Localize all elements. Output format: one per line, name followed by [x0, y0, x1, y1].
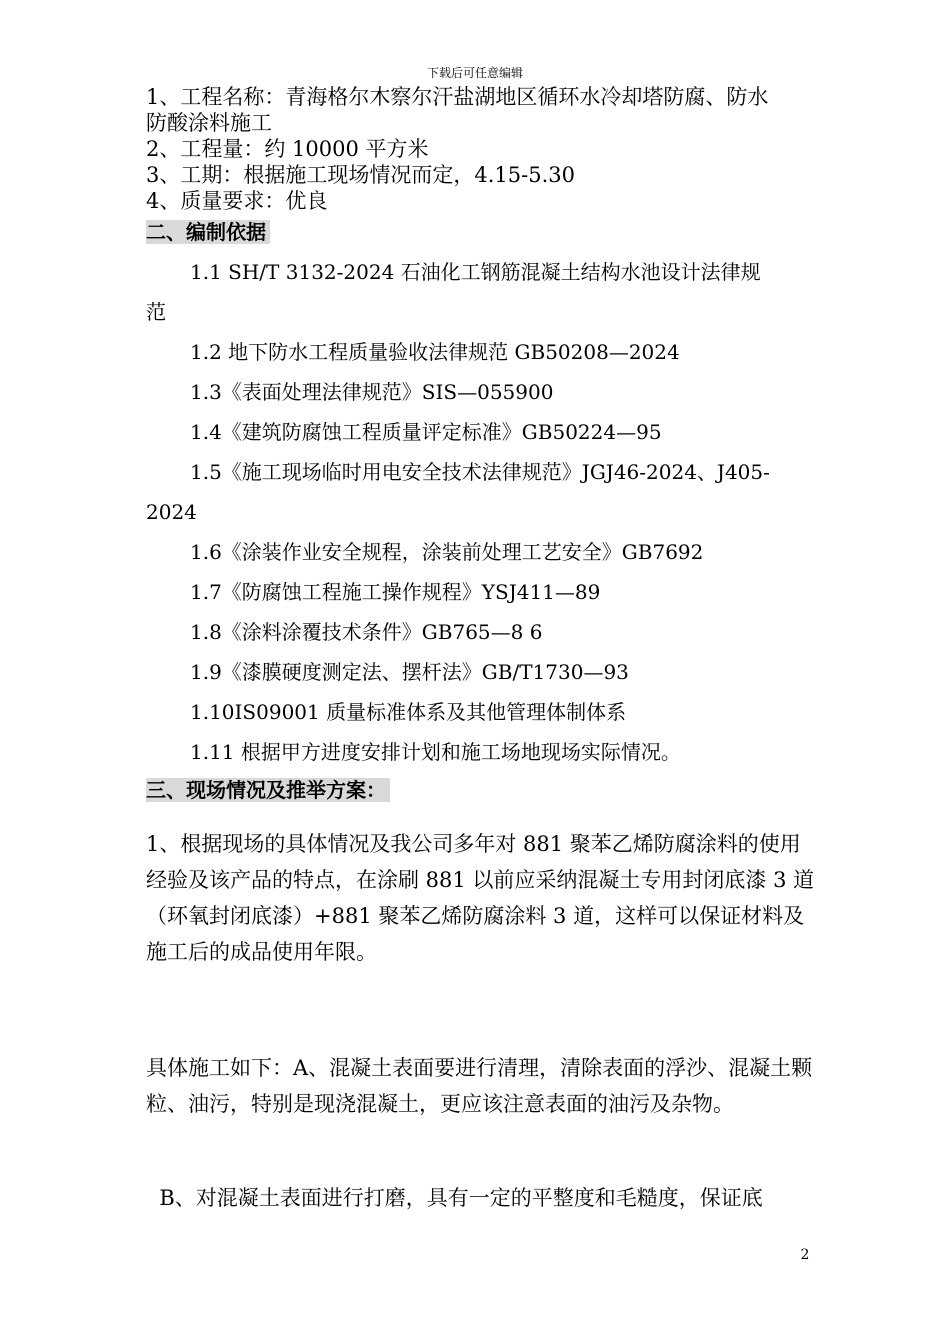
- header-note: 下载后可任意编辑: [426, 66, 523, 80]
- ref-item: 1.2 地下防水工程质量验收法律规范 GB50208—2024: [190, 340, 680, 364]
- project-quantity-line: 2、工程量：约 10000 平方米: [146, 137, 429, 161]
- section2-heading: 二、编制依据: [146, 218, 816, 246]
- ref-item: 1.5《施工现场临时用电安全技术法律规范》JGJ46-2024、J405-: [190, 460, 770, 484]
- ref-item-continuation: 范: [146, 300, 166, 324]
- project-quality-line: 4、质量要求：优良: [146, 189, 328, 213]
- project-duration-line: 3、工期：根据施工现场情况而定，4.15-5.30: [146, 163, 575, 187]
- ref-item: 1.1 SH/T 3132-2024 石油化工钢筋混凝土结构水池设计法律规: [190, 260, 761, 284]
- project-name-line-2: 防酸涂料施工: [146, 111, 272, 135]
- ref-item: 1.10IS09001 质量标准体系及其他管理体制体系: [190, 700, 627, 724]
- ref-item: 1.8《涂料涂覆技术条件》GB765—8 6: [190, 620, 543, 644]
- section3-paragraph-1: 1、根据现场的具体情况及我公司多年对 881 聚苯乙烯防腐涂料的使用经验及该产品的特点，在涂刷 881 以前应采纳混凝土专用封闭底漆 3 道（环氧封闭底漆）+881 聚苯乙烯防腐涂料 3 道，这样可以保证材料及施工后的成品使用年限。: [146, 832, 815, 964]
- page-number: 2: [800, 1247, 810, 1263]
- ref-item: 1.7《防腐蚀工程施工操作规程》YSJ411—89: [190, 580, 601, 604]
- project-info: [146, 84, 816, 214]
- project-name-line-1: 1、工程名称：青海格尔木察尔汗盐湖地区循环水冷却塔防腐、防水: [146, 85, 769, 109]
- ref-item: 1.4《建筑防腐蚀工程质量评定标准》GB50224—95: [190, 420, 662, 444]
- section3-paragraph-2: 具体施工如下：A、混凝土表面要进行清理，清除表面的浮沙、混凝土颗粒、油污，特别是现浇混凝土，更应该注意表面的油污及杂物。: [146, 1056, 813, 1116]
- ref-item: 1.11 根据甲方进度安排计划和施工场地现场实际情况。: [190, 740, 681, 764]
- ref-item: 1.6《涂装作业安全规程，涂装前处理工艺安全》GB7692: [190, 540, 704, 564]
- section3-paragraph-3: B、对混凝土表面进行打磨，具有一定的平整度和毛糙度，保证底: [146, 1186, 763, 1210]
- section3-heading: 三、现场情况及推举方案：: [146, 776, 816, 804]
- ref-item-continuation: 2024: [146, 500, 197, 524]
- reference-list: [146, 252, 816, 772]
- ref-item: 1.9《漆膜硬度测定法、摆杆法》GB/T1730—93: [190, 660, 629, 684]
- ref-item: 1.3《表面处理法律规范》SIS—055900: [190, 380, 554, 404]
